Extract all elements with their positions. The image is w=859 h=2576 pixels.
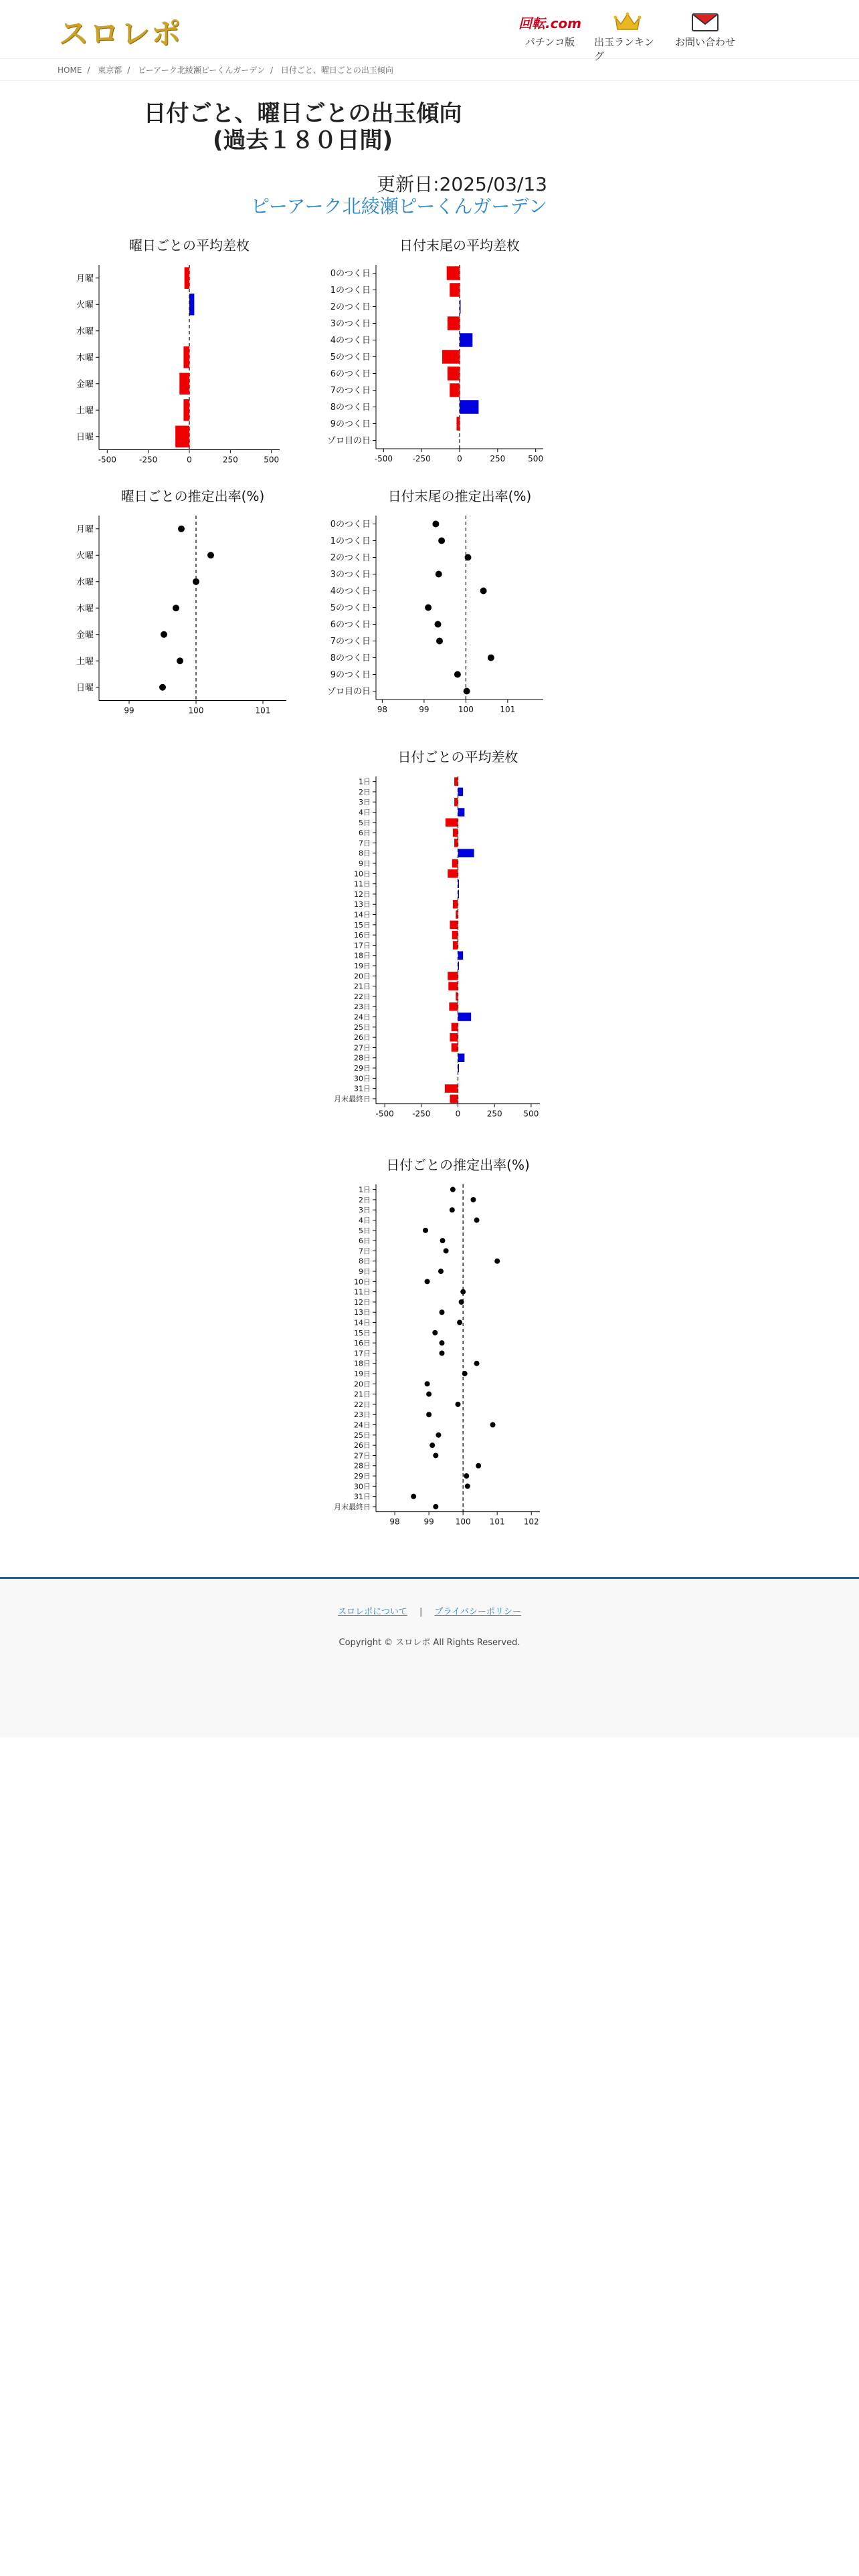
data-point [178, 526, 185, 532]
y-tick-label: 18日 [354, 951, 371, 960]
y-tick-label: 17日 [354, 1349, 371, 1358]
chart-title: 曜日ごとの平均差枚 [129, 237, 250, 253]
y-tick-label: 3のつく日 [330, 319, 371, 330]
y-tick-label: 22日 [354, 992, 371, 1001]
data-point [436, 571, 442, 578]
y-tick-label: 水曜 [76, 577, 94, 588]
data-point [436, 638, 443, 645]
y-tick-label: 2のつく日 [330, 553, 371, 564]
data-point [411, 1494, 416, 1499]
y-tick-label: 24日 [354, 1420, 371, 1430]
data-point [464, 1473, 469, 1479]
y-tick-label: 6のつく日 [330, 369, 371, 380]
x-tick-label: 0 [187, 455, 192, 465]
y-tick-label: 23日 [354, 1002, 371, 1012]
data-point [432, 1330, 438, 1335]
data-point [426, 1392, 432, 1397]
y-tick-label: 28日 [354, 1461, 371, 1471]
chart-weekday-payout [60, 485, 294, 726]
chart-svg [60, 485, 294, 726]
data-point [440, 1340, 445, 1346]
data-point [433, 1504, 438, 1509]
breadcrumb-hall[interactable]: ピーアーク北綾瀬ピーくんガーデン [138, 66, 266, 75]
bar [450, 383, 460, 397]
y-tick-label: 23日 [354, 1410, 371, 1420]
bar [450, 921, 458, 930]
y-tick-label: 10日 [354, 869, 371, 879]
nav-pachinko[interactable] [516, 11, 583, 63]
y-tick-label: 11日 [354, 879, 371, 889]
data-point [464, 688, 470, 695]
bar [454, 798, 458, 807]
site-footer [0, 1577, 859, 1737]
y-tick-label: ゾロ目の日 [326, 436, 371, 447]
y-tick-label: 26日 [354, 1441, 371, 1451]
y-tick-label: 14日 [354, 1318, 371, 1327]
y-tick-label: 9のつく日 [330, 419, 371, 430]
x-tick-label: 500 [523, 1109, 539, 1119]
bar [448, 982, 458, 990]
chart-svg [314, 234, 555, 475]
chart-title: 曜日ごとの推定出率(%) [120, 488, 265, 504]
data-point [459, 1299, 464, 1305]
x-tick-label: 250 [490, 454, 506, 463]
breadcrumb: HOME / 東京都 / ピーアーク北綾瀬ピーくんガーデン / 日付ごと、曜日ごとの出玉傾向 [58, 66, 393, 75]
data-point [460, 1289, 466, 1295]
data-point [490, 1422, 496, 1428]
bar [458, 808, 465, 817]
y-tick-label: 9日 [359, 859, 371, 869]
data-point [454, 671, 461, 678]
bar [454, 777, 458, 786]
bar [452, 1043, 458, 1052]
bar [460, 300, 461, 314]
x-tick-label: 500 [528, 454, 544, 463]
nav-contact[interactable] [672, 11, 739, 63]
chart-date-avg-diff [314, 746, 555, 1130]
y-tick-label: 9のつく日 [330, 670, 371, 681]
bar [458, 962, 460, 970]
data-point [457, 1320, 462, 1325]
x-tick-label: 500 [264, 455, 280, 465]
x-tick-label: 100 [188, 706, 204, 716]
x-tick-label: 99 [419, 705, 430, 714]
data-point [177, 657, 183, 664]
chart-svg [60, 234, 288, 475]
x-tick-label: 101 [500, 705, 516, 714]
y-tick-label: 8日 [359, 849, 371, 858]
data-point [436, 1432, 441, 1438]
y-tick-label: 7のつく日 [330, 386, 371, 397]
y-tick-label: 28日 [354, 1053, 371, 1063]
y-tick-label: 5日 [359, 818, 371, 827]
data-point [432, 521, 439, 528]
bar [179, 373, 189, 395]
y-tick-label: 9日 [359, 1267, 371, 1277]
data-point [440, 1238, 446, 1243]
y-tick-label: 日曜 [76, 683, 94, 693]
chart-date-suffix-payout [314, 485, 555, 726]
y-tick-label: 0のつく日 [330, 520, 371, 530]
bar [458, 890, 460, 899]
y-tick-label: 月末最終日 [334, 1094, 371, 1103]
y-tick-label: 22日 [354, 1400, 371, 1409]
bar [449, 1002, 458, 1011]
y-tick-label: 20日 [354, 972, 371, 981]
hall-name-link[interactable]: ピーアーク北綾瀬ピーくんガーデン [251, 195, 547, 217]
y-tick-label: 31日 [354, 1492, 371, 1501]
y-tick-label: 7のつく日 [330, 637, 371, 647]
y-tick-label: 5のつく日 [330, 352, 371, 363]
data-point [423, 1228, 428, 1233]
y-tick-label: 6日 [359, 829, 371, 838]
y-tick-label: 25日 [354, 1023, 371, 1032]
footer-separator: | [419, 1607, 423, 1617]
bar [453, 900, 458, 909]
x-tick-label: 100 [455, 1517, 471, 1527]
y-tick-label: 月曜 [76, 524, 94, 535]
data-point [480, 588, 487, 595]
bar [458, 951, 464, 960]
chart-title: 日付末尾の推定出率(%) [387, 488, 532, 504]
y-tick-label: 4日 [359, 808, 371, 817]
y-tick-label: 10日 [354, 1277, 371, 1287]
y-tick-label: 18日 [354, 1359, 371, 1368]
header-nav [516, 11, 739, 63]
data-point [173, 605, 179, 611]
data-point [488, 655, 494, 661]
data-point [465, 1483, 470, 1489]
data-point [470, 1197, 476, 1202]
bar [450, 1033, 458, 1042]
y-tick-label: 27日 [354, 1043, 371, 1053]
page-title: 日付ごと、曜日ごとの出玉傾向 (過去１８０日間) [143, 100, 462, 154]
y-tick-label: 26日 [354, 1033, 371, 1043]
bar [448, 972, 458, 980]
footer-links [0, 1604, 859, 1617]
x-tick-label: 101 [489, 1517, 505, 1527]
y-tick-label: 3のつく日 [330, 570, 371, 580]
bar [448, 869, 458, 878]
data-point [450, 1207, 455, 1212]
data-point [207, 552, 214, 558]
bar [458, 1053, 465, 1062]
bar [452, 859, 458, 868]
y-tick-label: 1日 [359, 777, 371, 786]
y-tick-label: 24日 [354, 1012, 371, 1022]
bar [458, 788, 464, 796]
data-point [161, 631, 167, 638]
y-tick-label: 5日 [359, 1226, 371, 1235]
y-tick-label: 6日 [359, 1237, 371, 1246]
bar [450, 1095, 458, 1103]
x-tick-label: 98 [377, 705, 388, 714]
nav-pachinko-label: パチンコ版 [524, 36, 575, 48]
y-tick-label: 30日 [354, 1074, 371, 1083]
y-tick-label: 19日 [354, 962, 371, 971]
footer-about-link[interactable]: スロレポについて [338, 1607, 407, 1617]
y-tick-label: 木曜 [76, 352, 94, 363]
data-point [444, 1248, 449, 1253]
brand-logo-icon: 回転.com [518, 15, 582, 31]
chart-date-suffix-avg-diff [314, 234, 555, 475]
y-tick-label: 15日 [354, 920, 371, 930]
bar [456, 992, 458, 1001]
y-tick-label: ゾロ目の日 [326, 687, 371, 697]
breadcrumb-current: 日付ごと、曜日ごとの出玉傾向 [280, 66, 393, 75]
chart-date-payout [314, 1154, 555, 1541]
bar [445, 1084, 458, 1093]
data-point [465, 554, 472, 561]
bar [452, 1023, 458, 1032]
breadcrumb-home[interactable]: HOME [58, 66, 82, 75]
data-point [474, 1218, 480, 1223]
y-tick-label: 8のつく日 [330, 653, 371, 664]
y-tick-label: 0のつく日 [330, 269, 371, 280]
x-tick-label: 0 [455, 1109, 461, 1119]
chart-svg [314, 485, 555, 726]
y-tick-label: 1のつく日 [330, 286, 371, 296]
y-tick-label: 13日 [354, 900, 371, 909]
y-tick-label: 3日 [359, 798, 371, 807]
data-point [435, 621, 442, 628]
bar [456, 910, 458, 919]
y-tick-label: 31日 [354, 1084, 371, 1093]
y-tick-label: 15日 [354, 1328, 371, 1337]
nav-ranking-label: 出玉ランキング [594, 36, 654, 62]
bar [458, 879, 460, 888]
y-tick-label: 2のつく日 [330, 302, 371, 313]
chart-svg [314, 1154, 555, 1541]
x-tick-label: 250 [486, 1109, 502, 1119]
data-point [430, 1442, 435, 1448]
bar [185, 267, 189, 289]
bar [456, 417, 460, 431]
y-tick-label: 日曜 [76, 432, 94, 443]
y-tick-label: 14日 [354, 910, 371, 920]
bar [183, 346, 189, 368]
y-tick-label: 金曜 [76, 379, 94, 390]
bar [452, 931, 458, 940]
y-tick-label: 8日 [359, 1257, 371, 1266]
y-tick-label: 21日 [354, 982, 371, 991]
bar [175, 426, 189, 447]
site-header [0, 0, 859, 62]
bar [454, 839, 458, 847]
y-tick-label: 2日 [359, 1195, 371, 1204]
x-tick-label: 101 [255, 706, 271, 716]
x-tick-label: 98 [389, 1517, 400, 1527]
chart-title: 日付末尾の平均差枚 [399, 237, 520, 253]
footer-privacy-link[interactable]: プライバシーポリシー [434, 1607, 521, 1617]
bar [447, 266, 460, 280]
y-tick-label: 4日 [359, 1216, 371, 1225]
y-tick-label: 2日 [359, 787, 371, 796]
nav-contact-label: お問い合わせ [674, 36, 735, 48]
y-tick-label: 土曜 [76, 405, 94, 416]
data-point [425, 1381, 430, 1386]
y-tick-label: 火曜 [76, 550, 94, 561]
y-tick-label: 火曜 [76, 300, 94, 310]
data-point [438, 538, 445, 544]
data-point [474, 1361, 480, 1366]
y-tick-label: 16日 [354, 1339, 371, 1348]
data-point [462, 1371, 468, 1376]
y-tick-label: 1日 [359, 1185, 371, 1194]
y-tick-label: 17日 [354, 941, 371, 950]
y-tick-label: 6のつく日 [330, 620, 371, 631]
x-tick-label: 99 [124, 706, 134, 716]
mail-icon [692, 11, 719, 33]
bar [458, 1012, 472, 1021]
x-tick-label: -500 [375, 1109, 394, 1119]
y-tick-label: 月曜 [76, 274, 94, 284]
y-tick-label: 4のつく日 [330, 336, 371, 346]
data-point [425, 605, 432, 611]
y-tick-label: 4のつく日 [330, 586, 371, 597]
data-point [426, 1412, 432, 1417]
site-logo[interactable]: スロレポ [59, 17, 182, 51]
y-tick-label: 19日 [354, 1370, 371, 1379]
x-tick-label: 250 [222, 455, 238, 465]
data-point [440, 1350, 445, 1356]
data-point [450, 1187, 456, 1192]
y-tick-label: 5のつく日 [330, 603, 371, 614]
data-point [476, 1463, 481, 1469]
y-tick-label: 12日 [354, 1297, 371, 1307]
bar [453, 829, 458, 837]
y-tick-label: 12日 [354, 889, 371, 899]
y-tick-label: 16日 [354, 931, 371, 940]
x-tick-label: 99 [423, 1517, 434, 1527]
y-tick-label: 25日 [354, 1430, 371, 1440]
y-tick-label: 水曜 [76, 326, 94, 337]
bar [448, 366, 460, 381]
data-point [438, 1269, 444, 1274]
bar [460, 333, 472, 347]
breadcrumb-prefecture[interactable]: 東京都 [98, 66, 122, 75]
data-point [433, 1453, 438, 1458]
x-tick-label: -500 [374, 454, 393, 463]
y-tick-label: 11日 [354, 1287, 371, 1297]
breadcrumb-divider [0, 80, 859, 81]
bar [453, 941, 458, 950]
bar [189, 294, 194, 315]
y-tick-label: 土曜 [76, 656, 94, 667]
y-tick-label: 7日 [359, 1247, 371, 1256]
x-tick-label: 102 [523, 1517, 539, 1527]
x-tick-label: -500 [98, 455, 116, 465]
y-tick-label: 月末最終日 [334, 1502, 371, 1511]
y-tick-label: 29日 [354, 1064, 371, 1073]
updated-date: 更新日:2025/03/13 [377, 173, 547, 195]
bar [460, 400, 478, 414]
x-tick-label: -250 [412, 454, 431, 463]
nav-ranking[interactable] [594, 11, 661, 63]
chart-svg [314, 746, 555, 1130]
y-tick-label: 30日 [354, 1482, 371, 1491]
x-tick-label: 0 [457, 454, 462, 463]
y-tick-label: 木曜 [76, 603, 94, 614]
y-tick-label: 1のつく日 [330, 536, 371, 547]
y-tick-label: 3日 [359, 1206, 371, 1215]
data-point [193, 578, 199, 585]
x-tick-label: 100 [458, 705, 474, 714]
y-tick-label: 金曜 [76, 630, 94, 641]
y-tick-label: 21日 [354, 1390, 371, 1399]
copyright: Copyright © スロレポ All Rights Reserved. [339, 1638, 520, 1648]
crown-icon [613, 11, 642, 33]
chart-title: 日付ごとの平均差枚 [397, 749, 518, 765]
bar [446, 819, 458, 827]
bar [442, 350, 460, 364]
bar [458, 849, 474, 857]
y-tick-label: 27日 [354, 1451, 371, 1461]
y-tick-label: 13日 [354, 1308, 371, 1317]
data-point [456, 1402, 461, 1407]
bar [448, 316, 460, 330]
data-point [159, 684, 166, 691]
data-point [494, 1259, 500, 1264]
y-tick-label: 29日 [354, 1472, 371, 1481]
bar [458, 1064, 460, 1073]
y-tick-label: 8のつく日 [330, 403, 371, 413]
chart-weekday-avg-diff [60, 234, 288, 475]
bar [183, 399, 189, 421]
bar [450, 283, 460, 297]
x-tick-label: -250 [139, 455, 158, 465]
x-tick-label: -250 [412, 1109, 431, 1119]
y-tick-label: 20日 [354, 1380, 371, 1389]
data-point [440, 1309, 445, 1315]
chart-title: 日付ごとの推定出率(%) [386, 1157, 530, 1173]
y-tick-label: 7日 [359, 839, 371, 848]
data-point [425, 1279, 430, 1284]
